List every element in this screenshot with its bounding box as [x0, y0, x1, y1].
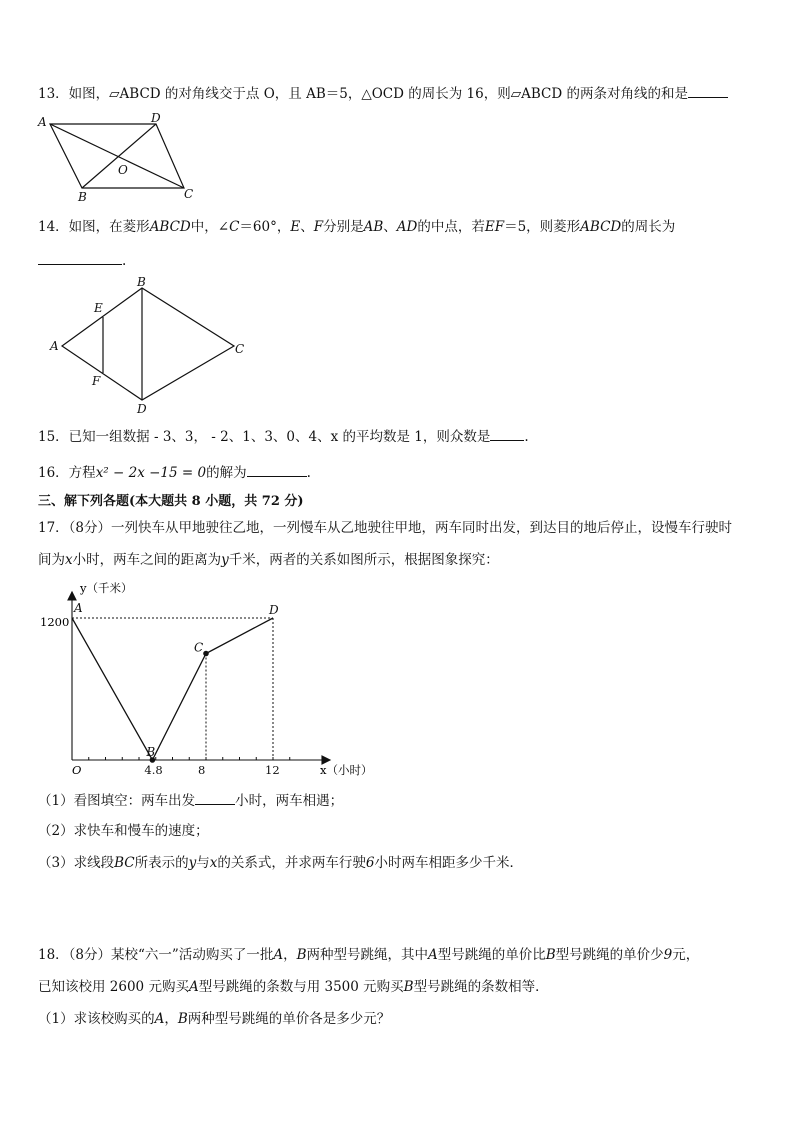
- diagonal-bd: [82, 124, 156, 188]
- q17-sub1-answer-blank[interactable]: [195, 790, 235, 805]
- x-tick-label: 12: [265, 763, 280, 777]
- q14-part: AB: [363, 219, 384, 235]
- q13-text: [38, 83, 728, 103]
- q17-part: 小时，两车之间的距离为: [72, 552, 222, 568]
- q18-part: B: [545, 947, 556, 963]
- label-c: C: [184, 187, 194, 201]
- q17-line2: [38, 551, 499, 569]
- x-tick-label: 8: [198, 763, 206, 777]
- y-tick-1200: 1200: [40, 615, 70, 629]
- q18-part: 两种型号跳绳的单价各是多少元？: [187, 1011, 391, 1027]
- label-d: D: [151, 111, 161, 125]
- diagonal-ac: [50, 124, 184, 188]
- q18-part: 已知该校用 2600 元购买: [38, 979, 189, 995]
- q16-stem: 16．方程: [38, 465, 96, 481]
- q14-part: 14．如图，在菱形: [38, 219, 150, 235]
- q14-text: [38, 218, 675, 236]
- label-o: O: [118, 163, 128, 177]
- q17-part: 6: [365, 855, 375, 871]
- q17-distance-time-graph: [36, 578, 396, 782]
- label-a: A: [50, 339, 59, 353]
- origin-label: O: [72, 763, 82, 777]
- q14-end: .: [122, 253, 127, 269]
- q18-part: A: [273, 947, 284, 963]
- q16-equation: x² − 2x −15 = 0: [95, 465, 207, 481]
- q18-part: 9: [663, 947, 673, 963]
- y-axis-arrow: [68, 592, 76, 600]
- q18-part: （1）求该校购买的: [38, 1011, 155, 1027]
- q14-part: C: [229, 219, 240, 235]
- series-line: [72, 618, 273, 760]
- q17-part: y: [221, 552, 229, 568]
- q14-answer-line: [38, 250, 126, 270]
- q14-part: 的中点，若: [417, 219, 485, 235]
- q17-sub1-a: （1）看图填空：两车出发: [38, 793, 196, 809]
- q18-part: 18．（8分）某校“六一”活动购买了一批: [38, 947, 274, 963]
- q14-part: ABCD: [580, 219, 622, 235]
- q17-part: x: [65, 552, 73, 568]
- q18-line1: [38, 946, 699, 964]
- q18-part: 两种型号跳绳，其中: [306, 947, 428, 963]
- q17-part: x: [209, 855, 218, 871]
- q17-part: 的关系式，并求两车行驶: [217, 855, 366, 871]
- q18-part: B: [403, 979, 414, 995]
- q18-part: 型号跳绳的单价少: [555, 947, 664, 963]
- q14-part: 中，∠: [190, 219, 230, 235]
- q17-sub3: [38, 854, 523, 872]
- q14-answer-blank[interactable]: [38, 250, 122, 265]
- q17-sub1-b: 小时，两车相遇；: [235, 793, 344, 809]
- q16-text: [38, 462, 311, 482]
- q14-part: 分别是: [323, 219, 364, 235]
- rhombus-abcd: [62, 288, 234, 400]
- q18-part: 型号跳绳的单价比: [437, 947, 546, 963]
- q14-part: ABCD: [149, 219, 191, 235]
- q15-answer-blank[interactable]: [490, 426, 524, 441]
- point-label: A: [74, 601, 83, 615]
- q17-part: （3）求线段: [38, 855, 115, 871]
- q18-part: 元，: [672, 947, 700, 963]
- q16-post: 的解为: [206, 465, 247, 481]
- q16-answer-blank[interactable]: [247, 462, 307, 477]
- q17-part: BC: [114, 855, 135, 871]
- label-b: B: [137, 275, 146, 289]
- q18-part: A: [428, 947, 438, 963]
- q14-part: ＝60°，: [239, 219, 291, 235]
- section-3-heading: 三、解下列各题(本大题共 8 小题，共 72 分): [38, 494, 304, 509]
- label-e: E: [94, 301, 103, 315]
- q14-part: AD: [396, 219, 418, 235]
- q14-part: 的周长为: [621, 219, 676, 235]
- q16-end: .: [306, 465, 311, 481]
- q18-sub1: [38, 1010, 390, 1028]
- axes: [68, 592, 330, 764]
- q17-sub1: [38, 790, 343, 810]
- q18-part: B: [296, 947, 307, 963]
- label-c: C: [235, 342, 245, 356]
- chart-marks: [72, 601, 280, 777]
- point-label: C: [194, 640, 204, 655]
- q14-part: EF: [484, 219, 505, 235]
- q18-part: A: [188, 979, 199, 995]
- q17-part: 小时两车相距多少千米．: [374, 855, 523, 871]
- point-label: D: [269, 603, 279, 617]
- q14-part: E: [290, 219, 301, 235]
- q15-stem: 15．已知一组数据 - 3、3， - 2、1、3、0、4、x 的平均数是 1，则众数是: [38, 429, 491, 445]
- q13-answer-blank[interactable]: [688, 83, 728, 98]
- q17-part: 间为: [38, 552, 65, 568]
- q18-part: ，: [283, 947, 297, 963]
- q14-rhombus-figure: [44, 274, 254, 420]
- q18-part: B: [177, 1011, 188, 1027]
- y-axis-label: y（千米）: [80, 581, 133, 595]
- data-point: [203, 651, 209, 657]
- label-d: D: [137, 402, 147, 416]
- x-tick-label: 4.8: [144, 763, 163, 777]
- q15-text: [38, 426, 529, 446]
- q18-line2: [38, 978, 549, 996]
- q15-end: .: [524, 429, 529, 445]
- label-f: F: [92, 374, 101, 388]
- q13-parallelogram-figure: [30, 108, 210, 208]
- q14-part: F: [313, 219, 324, 235]
- q14-part: 、: [383, 219, 397, 235]
- q18-part: ，: [164, 1011, 178, 1027]
- q17-part: y: [188, 855, 197, 871]
- x-axis-label: x（小时）: [320, 763, 373, 777]
- q14-part: 、: [300, 219, 314, 235]
- q18-part: 型号跳绳的条数相等．: [413, 979, 549, 995]
- q17-part: 与: [196, 855, 210, 871]
- q17-part: 千米，两者的关系如图所示，根据图象探究：: [228, 552, 499, 568]
- point-label: B: [146, 745, 156, 759]
- q17-part: 所表示的: [134, 855, 189, 871]
- q18-part: A: [154, 1011, 165, 1027]
- q17-line1: 17．（8分）一列快车从甲地驶往乙地，一列慢车从乙地驶往甲地，两车同时出发，到达目的地后停止，设慢车行驶时: [38, 520, 733, 536]
- label-a: A: [38, 115, 47, 129]
- q14-part: ＝5，则菱形: [504, 219, 581, 235]
- q13-stem: 13．如图，▱ABCD 的对角线交于点 O，且 AB＝5，△OCD 的周长为 16，则▱ABCD 的两条对角线的和是: [38, 86, 688, 102]
- label-b: B: [78, 190, 87, 204]
- q18-part: 型号跳绳的条数与用 3500 元购买: [198, 979, 404, 995]
- q17-sub2: （2）求快车和慢车的速度；: [38, 823, 209, 839]
